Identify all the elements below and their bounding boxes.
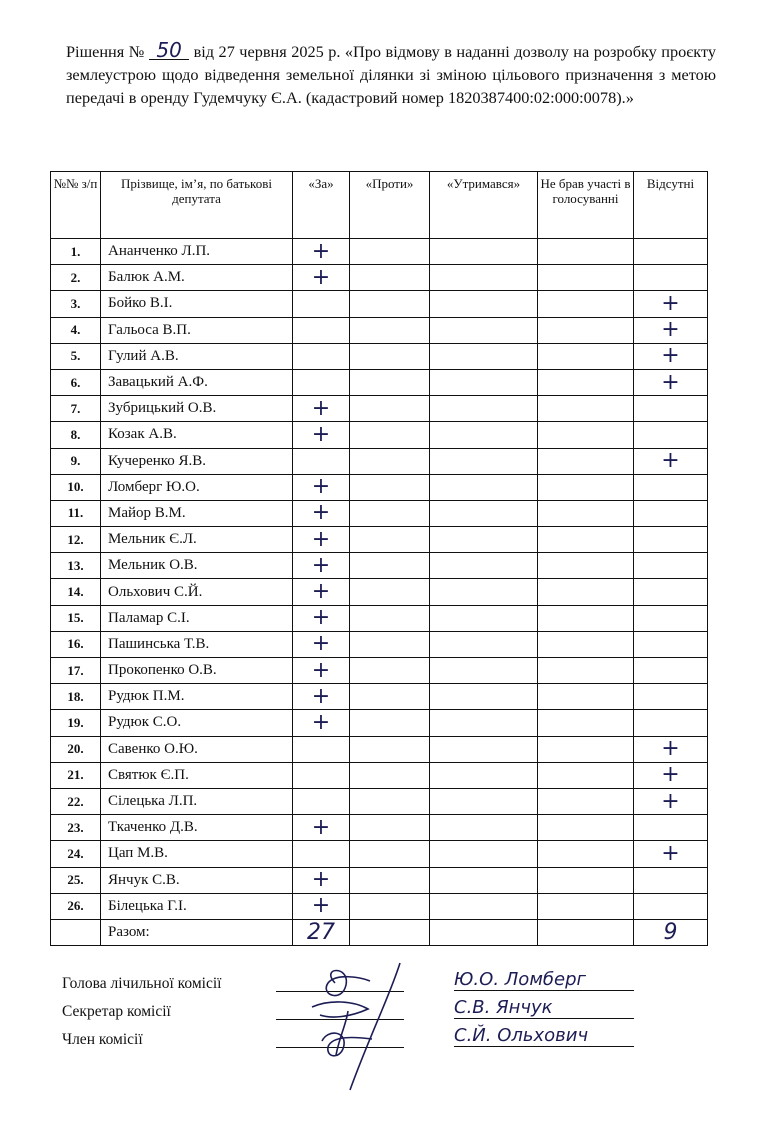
table-row bbox=[51, 265, 708, 291]
vote-cell-against bbox=[350, 448, 430, 474]
vote-cell-absent bbox=[634, 631, 708, 657]
total-absent: 9 bbox=[634, 919, 708, 945]
table-row bbox=[51, 317, 708, 343]
vote-cell-against bbox=[350, 605, 430, 631]
table-row bbox=[51, 422, 708, 448]
deputy-name: Ткаченко Д.В. bbox=[101, 815, 293, 841]
row-number: 11. bbox=[51, 500, 101, 526]
vote-cell-not-voted bbox=[538, 710, 634, 736]
deputy-name: Паламар С.І. bbox=[101, 605, 293, 631]
table-row bbox=[51, 788, 708, 814]
vote-cell-against bbox=[350, 553, 430, 579]
table-row bbox=[51, 658, 708, 684]
table-row bbox=[51, 867, 708, 893]
vote-cell-abstained bbox=[430, 893, 538, 919]
vote-cell-against bbox=[350, 815, 430, 841]
vote-cell-not-voted bbox=[538, 239, 634, 265]
vote-cell-abstained bbox=[430, 658, 538, 684]
row-number: 25. bbox=[51, 867, 101, 893]
vote-mark-absent: + bbox=[634, 841, 708, 867]
vote-cell-not-voted bbox=[538, 788, 634, 814]
vote-cell-against bbox=[350, 317, 430, 343]
header-name: Прізвище, ім’я, по батькові депутата bbox=[101, 172, 293, 239]
vote-cell-abstained bbox=[430, 396, 538, 422]
table-row bbox=[51, 474, 708, 500]
decision-label: Рішення № bbox=[66, 42, 145, 61]
vote-cell-abstained bbox=[430, 265, 538, 291]
row-number: 19. bbox=[51, 710, 101, 736]
deputy-name: Завацький А.Ф. bbox=[101, 369, 293, 395]
vote-mark-absent: + bbox=[634, 762, 708, 788]
vote-mark-for: + bbox=[293, 396, 350, 422]
deputy-name: Зубрицький О.В. bbox=[101, 396, 293, 422]
vote-cell-against bbox=[350, 841, 430, 867]
vote-cell-not-voted bbox=[538, 762, 634, 788]
vote-cell-for bbox=[293, 841, 350, 867]
total-row bbox=[51, 919, 708, 945]
vote-cell-not-voted bbox=[538, 893, 634, 919]
vote-cell-not-voted bbox=[538, 867, 634, 893]
row-number: 5. bbox=[51, 343, 101, 369]
vote-cell-not-voted bbox=[538, 736, 634, 762]
vote-cell-for bbox=[293, 736, 350, 762]
table-row bbox=[51, 527, 708, 553]
row-number: 2. bbox=[51, 265, 101, 291]
vote-mark-for: + bbox=[293, 265, 350, 291]
vote-cell-not-voted bbox=[538, 553, 634, 579]
header-absent: Відсутні bbox=[634, 172, 708, 239]
row-number: 9. bbox=[51, 448, 101, 474]
vote-mark-absent: + bbox=[634, 736, 708, 762]
total-against bbox=[350, 919, 430, 945]
vote-mark-for: + bbox=[293, 867, 350, 893]
vote-cell-for bbox=[293, 317, 350, 343]
vote-cell-abstained bbox=[430, 343, 538, 369]
deputy-name: Пашинська Т.В. bbox=[101, 631, 293, 657]
signature-row-secretary bbox=[62, 997, 553, 1021]
vote-cell-against bbox=[350, 631, 430, 657]
vote-cell-abstained bbox=[430, 448, 538, 474]
vote-cell-abstained bbox=[430, 841, 538, 867]
signature-role: Секретар комісії bbox=[62, 1003, 171, 1020]
deputy-name: Мельник О.В. bbox=[101, 553, 293, 579]
vote-cell-against bbox=[350, 736, 430, 762]
row-number: 6. bbox=[51, 369, 101, 395]
vote-cell-against bbox=[350, 788, 430, 814]
vote-cell-against bbox=[350, 369, 430, 395]
vote-cell-not-voted bbox=[538, 841, 634, 867]
vote-cell-for bbox=[293, 762, 350, 788]
deputy-name: Ольхович С.Й. bbox=[101, 579, 293, 605]
vote-mark-for: + bbox=[293, 658, 350, 684]
signature-role: Голова лічильної комісії bbox=[62, 975, 222, 992]
signature-name: С.В. Янчук bbox=[454, 997, 634, 1019]
voting-table bbox=[50, 171, 708, 946]
vote-cell-for bbox=[293, 291, 350, 317]
row-number: 23. bbox=[51, 815, 101, 841]
vote-cell-absent bbox=[634, 579, 708, 605]
vote-cell-not-voted bbox=[538, 605, 634, 631]
header-num: №№ з/п bbox=[51, 172, 101, 239]
vote-cell-against bbox=[350, 474, 430, 500]
deputy-name: Савенко О.Ю. bbox=[101, 736, 293, 762]
header-against: «Проти» bbox=[350, 172, 430, 239]
row-number: 13. bbox=[51, 553, 101, 579]
deputy-name: Гулий А.В. bbox=[101, 343, 293, 369]
row-number: 21. bbox=[51, 762, 101, 788]
table-row bbox=[51, 841, 708, 867]
row-number: 8. bbox=[51, 422, 101, 448]
vote-mark-for: + bbox=[293, 684, 350, 710]
deputy-name: Козак А.В. bbox=[101, 422, 293, 448]
row-number: 14. bbox=[51, 579, 101, 605]
vote-cell-against bbox=[350, 265, 430, 291]
vote-cell-absent bbox=[634, 474, 708, 500]
total-num-cell bbox=[51, 919, 101, 945]
table-row bbox=[51, 579, 708, 605]
table-row bbox=[51, 500, 708, 526]
table-row bbox=[51, 893, 708, 919]
vote-mark-for: + bbox=[293, 605, 350, 631]
row-number: 20. bbox=[51, 736, 101, 762]
vote-cell-abstained bbox=[430, 500, 538, 526]
vote-cell-abstained bbox=[430, 788, 538, 814]
deputy-name: Гальоса В.П. bbox=[101, 317, 293, 343]
row-number: 15. bbox=[51, 605, 101, 631]
table-row bbox=[51, 369, 708, 395]
vote-cell-against bbox=[350, 867, 430, 893]
row-number: 18. bbox=[51, 684, 101, 710]
vote-mark-absent: + bbox=[634, 448, 708, 474]
row-number: 17. bbox=[51, 658, 101, 684]
header-for: «За» bbox=[293, 172, 350, 239]
vote-cell-absent bbox=[634, 893, 708, 919]
vote-cell-absent bbox=[634, 553, 708, 579]
signature-row-member bbox=[62, 1025, 589, 1049]
vote-cell-not-voted bbox=[538, 579, 634, 605]
handwritten-signature-icon bbox=[250, 955, 420, 1095]
vote-cell-absent bbox=[634, 684, 708, 710]
row-number: 26. bbox=[51, 893, 101, 919]
vote-mark-absent: + bbox=[634, 317, 708, 343]
table-row bbox=[51, 396, 708, 422]
vote-mark-for: + bbox=[293, 474, 350, 500]
table-row bbox=[51, 762, 708, 788]
deputy-name: Бойко В.І. bbox=[101, 291, 293, 317]
vote-cell-abstained bbox=[430, 291, 538, 317]
row-number: 1. bbox=[51, 239, 101, 265]
vote-cell-absent bbox=[634, 815, 708, 841]
header-abstained: «Утримався» bbox=[430, 172, 538, 239]
vote-cell-abstained bbox=[430, 527, 538, 553]
signature-role: Член комісії bbox=[62, 1031, 143, 1048]
vote-cell-against bbox=[350, 762, 430, 788]
vote-cell-absent bbox=[634, 710, 708, 736]
vote-cell-abstained bbox=[430, 815, 538, 841]
vote-cell-abstained bbox=[430, 239, 538, 265]
deputy-name: Балюк А.М. bbox=[101, 265, 293, 291]
header-not-voted: Не брав участі в голосуванні bbox=[538, 172, 634, 239]
vote-cell-not-voted bbox=[538, 396, 634, 422]
vote-mark-absent: + bbox=[634, 291, 708, 317]
vote-cell-abstained bbox=[430, 317, 538, 343]
vote-cell-not-voted bbox=[538, 658, 634, 684]
vote-cell-not-voted bbox=[538, 317, 634, 343]
table-row bbox=[51, 710, 708, 736]
vote-cell-against bbox=[350, 239, 430, 265]
row-number: 3. bbox=[51, 291, 101, 317]
deputy-name: Рудюк С.О. bbox=[101, 710, 293, 736]
vote-cell-not-voted bbox=[538, 265, 634, 291]
vote-cell-not-voted bbox=[538, 474, 634, 500]
vote-cell-absent bbox=[634, 527, 708, 553]
vote-cell-absent bbox=[634, 500, 708, 526]
vote-cell-abstained bbox=[430, 422, 538, 448]
vote-cell-abstained bbox=[430, 867, 538, 893]
row-number: 24. bbox=[51, 841, 101, 867]
vote-cell-abstained bbox=[430, 605, 538, 631]
deputy-name: Білецька Г.І. bbox=[101, 893, 293, 919]
total-abstained bbox=[430, 919, 538, 945]
total-not-voted bbox=[538, 919, 634, 945]
vote-cell-abstained bbox=[430, 369, 538, 395]
vote-mark-for: + bbox=[293, 893, 350, 919]
decision-number: 50 bbox=[149, 41, 189, 60]
vote-mark-for: + bbox=[293, 527, 350, 553]
vote-mark-absent: + bbox=[634, 369, 708, 395]
vote-cell-against bbox=[350, 500, 430, 526]
vote-mark-absent: + bbox=[634, 788, 708, 814]
vote-cell-not-voted bbox=[538, 527, 634, 553]
vote-cell-against bbox=[350, 658, 430, 684]
vote-cell-not-voted bbox=[538, 369, 634, 395]
vote-cell-against bbox=[350, 710, 430, 736]
vote-cell-abstained bbox=[430, 710, 538, 736]
deputy-name: Ананченко Л.П. bbox=[101, 239, 293, 265]
vote-cell-abstained bbox=[430, 736, 538, 762]
vote-cell-for bbox=[293, 369, 350, 395]
vote-mark-for: + bbox=[293, 631, 350, 657]
table-row bbox=[51, 605, 708, 631]
signature-name: Ю.О. Ломберг bbox=[454, 969, 634, 991]
row-number: 4. bbox=[51, 317, 101, 343]
row-number: 10. bbox=[51, 474, 101, 500]
vote-cell-not-voted bbox=[538, 448, 634, 474]
vote-cell-against bbox=[350, 527, 430, 553]
deputy-name: Рудюк П.М. bbox=[101, 684, 293, 710]
vote-cell-against bbox=[350, 343, 430, 369]
deputy-name: Мельник Є.Л. bbox=[101, 527, 293, 553]
table-row bbox=[51, 553, 708, 579]
vote-cell-absent bbox=[634, 396, 708, 422]
vote-mark-for: + bbox=[293, 815, 350, 841]
vote-cell-against bbox=[350, 291, 430, 317]
total-for: 27 bbox=[293, 919, 350, 945]
table-row bbox=[51, 815, 708, 841]
signature-name: С.Й. Ольхович bbox=[454, 1025, 634, 1047]
table-header-row bbox=[51, 172, 708, 239]
vote-cell-abstained bbox=[430, 553, 538, 579]
table-row bbox=[51, 291, 708, 317]
vote-cell-abstained bbox=[430, 579, 538, 605]
vote-cell-not-voted bbox=[538, 291, 634, 317]
deputy-name: Прокопенко О.В. bbox=[101, 658, 293, 684]
row-number: 7. bbox=[51, 396, 101, 422]
vote-cell-absent bbox=[634, 422, 708, 448]
table-row bbox=[51, 343, 708, 369]
vote-cell-not-voted bbox=[538, 343, 634, 369]
vote-cell-absent bbox=[634, 605, 708, 631]
vote-cell-against bbox=[350, 396, 430, 422]
decision-title: від 27 червня 2025 р. «Про відмову в наданні дозволу на розробку проєкту землеустрою щодо відведення земельної ділянки зі зміною цільового призначення з метою передачі в оренду Гудемчуку Є.А. (кадастровий номер 1820387400:02:000:0078).» bbox=[66, 42, 716, 107]
table-row bbox=[51, 239, 708, 265]
table-row bbox=[51, 736, 708, 762]
row-number: 12. bbox=[51, 527, 101, 553]
vote-cell-for bbox=[293, 343, 350, 369]
deputy-name: Сілецька Л.П. bbox=[101, 788, 293, 814]
vote-cell-not-voted bbox=[538, 631, 634, 657]
vote-cell-not-voted bbox=[538, 815, 634, 841]
table-row bbox=[51, 448, 708, 474]
row-number: 16. bbox=[51, 631, 101, 657]
vote-cell-against bbox=[350, 422, 430, 448]
vote-cell-against bbox=[350, 579, 430, 605]
vote-mark-for: + bbox=[293, 553, 350, 579]
vote-cell-absent bbox=[634, 239, 708, 265]
vote-cell-absent bbox=[634, 265, 708, 291]
deputy-name: Янчук С.В. bbox=[101, 867, 293, 893]
vote-cell-absent bbox=[634, 658, 708, 684]
vote-cell-abstained bbox=[430, 631, 538, 657]
vote-cell-not-voted bbox=[538, 422, 634, 448]
deputy-name: Кучеренко Я.В. bbox=[101, 448, 293, 474]
vote-cell-for bbox=[293, 448, 350, 474]
deputy-name: Майор В.М. bbox=[101, 500, 293, 526]
total-label: Разом: bbox=[101, 919, 293, 945]
vote-cell-not-voted bbox=[538, 500, 634, 526]
vote-mark-for: + bbox=[293, 500, 350, 526]
vote-cell-abstained bbox=[430, 684, 538, 710]
vote-cell-for bbox=[293, 788, 350, 814]
vote-mark-absent: + bbox=[634, 343, 708, 369]
vote-cell-not-voted bbox=[538, 684, 634, 710]
decision-heading bbox=[66, 40, 716, 109]
vote-cell-against bbox=[350, 893, 430, 919]
voting-table-body bbox=[51, 239, 708, 920]
vote-mark-for: + bbox=[293, 579, 350, 605]
vote-cell-against bbox=[350, 684, 430, 710]
vote-cell-abstained bbox=[430, 474, 538, 500]
deputy-name: Святюк Є.П. bbox=[101, 762, 293, 788]
vote-cell-absent bbox=[634, 867, 708, 893]
deputy-name: Ломберг Ю.О. bbox=[101, 474, 293, 500]
row-number: 22. bbox=[51, 788, 101, 814]
vote-mark-for: + bbox=[293, 710, 350, 736]
signature-row-chair bbox=[62, 969, 586, 993]
vote-cell-abstained bbox=[430, 762, 538, 788]
table-row bbox=[51, 684, 708, 710]
vote-mark-for: + bbox=[293, 422, 350, 448]
deputy-name: Цап М.В. bbox=[101, 841, 293, 867]
vote-mark-for: + bbox=[293, 239, 350, 265]
table-row bbox=[51, 631, 708, 657]
